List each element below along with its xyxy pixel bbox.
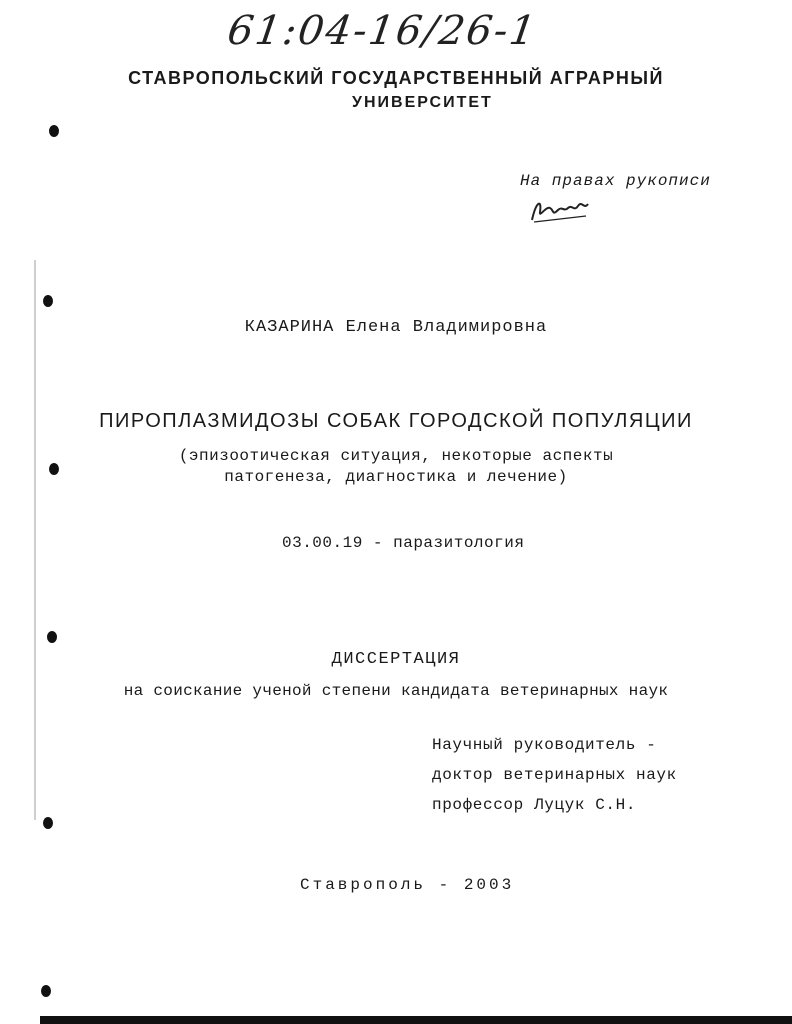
- degree-line: на соискание ученой степени кандидата ветеринарных наук: [123, 682, 669, 700]
- subtitle-line: (эпизоотическая ситуация, некоторые аспекты: [178, 447, 614, 465]
- binder-hole-icon: [42, 294, 54, 308]
- scan-edge-line: [34, 260, 36, 820]
- archive-code-handwritten: 61:04-16/26-1: [224, 8, 541, 54]
- dissertation-title: ПИРОПЛАЗМИДОЗЫ СОБАК ГОРОДСКОЙ ПОПУЛЯЦИИ: [99, 410, 693, 432]
- document-type: ДИССЕРТАЦИЯ: [331, 650, 461, 669]
- signature-icon: [528, 192, 592, 228]
- dissertation-subtitle: [0, 446, 792, 488]
- binder-hole-icon: [42, 816, 54, 830]
- binder-hole-icon: [46, 630, 58, 644]
- city-year: Ставрополь - 2003: [300, 876, 515, 894]
- binder-hole-icon: [40, 984, 52, 998]
- university-name-line1: СТАВРОПОЛЬСКИЙ ГОСУДАРСТВЕННЫЙ АГРАРНЫЙ: [128, 68, 664, 88]
- supervisor-block: [432, 730, 677, 820]
- specialty-code: 03.00.19 - паразитология: [282, 534, 525, 552]
- university-name-line2: УНИВЕРСИТЕТ: [352, 94, 493, 111]
- binder-hole-icon: [48, 462, 60, 476]
- scan-bottom-edge: [40, 1016, 792, 1024]
- supervisor-line: доктор ветеринарных наук: [432, 766, 677, 784]
- supervisor-line: профессор Луцук С.Н.: [432, 796, 637, 814]
- rights-note: На правах рукописи: [520, 172, 711, 190]
- author-name: КАЗАРИНА Елена Владимировна: [244, 318, 548, 337]
- subtitle-line: патогенеза, диагностика и лечение): [224, 468, 568, 486]
- supervisor-line: Научный руководитель -: [432, 736, 657, 754]
- binder-hole-icon: [48, 124, 60, 138]
